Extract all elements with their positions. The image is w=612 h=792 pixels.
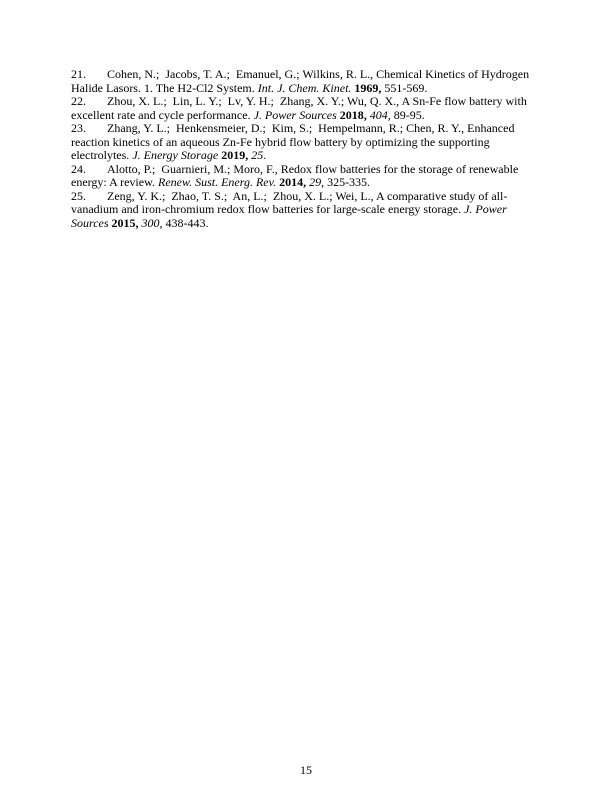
reference-entry xyxy=(71,95,547,122)
references-list xyxy=(71,68,547,231)
reference-number: 24. xyxy=(71,161,86,176)
reference-text xyxy=(71,189,510,230)
reference-text xyxy=(71,94,530,122)
reference-entry xyxy=(71,163,547,190)
reference-text-segment: 551-569. xyxy=(381,80,428,95)
reference-text-segment: , 438-443. xyxy=(159,216,209,231)
reference-text-segment: 29 xyxy=(309,175,322,190)
reference-text-segment: 25 xyxy=(251,148,264,163)
reference-text xyxy=(71,162,521,190)
reference-text xyxy=(71,67,532,95)
reference-text-segment: J. Energy Storage xyxy=(132,148,219,163)
reference-text-segment: Renew. Sust. Energ. Rev. xyxy=(157,175,277,190)
reference-text-segment: Zhou, X. L.; Lin, L. Y.; Lv, Y. H.; Zhang, X. Y.; Wu, Q. X., A Sn-Fe flow battery with excellent rate and cycle performance. xyxy=(71,94,530,122)
reference-entry xyxy=(71,190,547,231)
reference-number: 22. xyxy=(71,94,86,109)
reference-text-segment: J. Power Sources xyxy=(253,107,337,122)
reference-text-segment: 2014, xyxy=(279,175,307,190)
reference-text-segment: 300 xyxy=(141,216,160,231)
reference-text-segment: , 325-335. xyxy=(321,175,371,190)
reference-text-segment: Alotto, P.; Guarnieri, M.; Moro, F., Redox flow batteries for the storage of renewable energy: A review. xyxy=(71,161,522,190)
reference-number: 23. xyxy=(71,121,86,136)
reference-text-segment: Zeng, Y. K.; Zhao, T. S.; An, L.; Zhou, X. L.; Wei, L., A comparative study of all-vanadium and iron-chromium redox flow batteries for large-scale energy storage. xyxy=(71,188,508,217)
reference-text-segment: 404 xyxy=(369,107,388,122)
reference-text-segment: . xyxy=(263,148,267,163)
reference-text-segment: , 89-95. xyxy=(387,107,425,122)
reference-text-segment: Cohen, N.; Jacobs, T. A.; Emanuel, G.; Wilkins, R. L., Chemical Kinetics of Hydrogen Halide Lasors. 1. The H2-Cl2 System. xyxy=(71,67,533,95)
reference-text-segment: J. Power Sources xyxy=(71,202,510,231)
reference-text-segment: 2015, xyxy=(111,216,139,231)
reference-text xyxy=(71,121,517,162)
reference-text-segment: Zhang, Y. L.; Henkensmeier, D.; Kim, S.; Hempelmann, R.; Chen, R. Y., Enhanced reaction kinetics of an aqueous Zn-Fe hybrid flow battery by optimizing the supporting electrolytes. xyxy=(71,121,518,163)
reference-text-segment: 2019, xyxy=(221,148,249,163)
reference-text-segment: 2018, xyxy=(339,107,367,122)
page-number: 15 xyxy=(300,763,312,777)
reference-number: 21. xyxy=(71,67,86,81)
reference-entry xyxy=(71,68,547,95)
reference-entry xyxy=(71,122,547,163)
reference-number: 25. xyxy=(71,188,86,203)
reference-text-segment: Int. J. Chem. Kinet. xyxy=(257,80,352,95)
reference-text-segment: 1969, xyxy=(354,80,382,95)
